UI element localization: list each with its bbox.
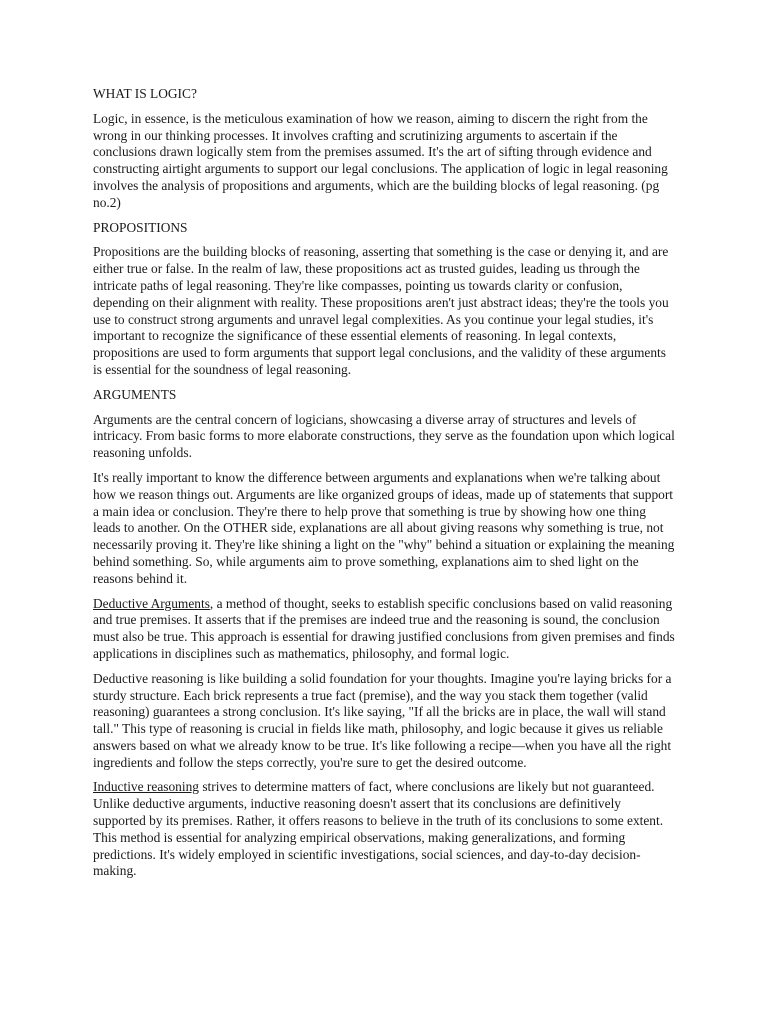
paragraph-arguments-vs-explanations: It's really important to know the difference between arguments and explanations when we're talking about how we reason things out. Arguments are like organized groups of ideas, made up of statements that support a main idea or conclusion. They're there to help prove that something is true by showing how one thing leads to another. On the OTHER side, explanations are all about giving reasons why something is true, not necessarily proving it. They're like shining a light on the "why" behind a situation or explaining the meaning behind something. So, while arguments aim to prove something, explanations aim to shed light on the reasons behind it.	[93, 469, 675, 586]
deductive-definition-text: , a method of thought, seeks to establish specific conclusions based on valid reasoning and true premises. It asserts that if the premises are indeed true and the reasoning is sound, the conclusion must also be true. This approach is essential for drawing justified conclusions from given premises and finds applications in disciplines such as mathematics, philosophy, and formal logic.	[93, 595, 675, 661]
paragraph-inductive-reasoning	[93, 779, 675, 880]
heading-arguments: ARGUMENTS	[93, 386, 177, 402]
term-inductive-reasoning: Inductive reasoning	[93, 779, 199, 795]
paragraph-deductive-arguments	[93, 596, 675, 663]
document-page	[93, 86, 675, 888]
paragraph-arguments-intro: Arguments are the central concern of logicians, showcasing a diverse array of structures and levels of intricacy. From basic forms to more elaborate constructions, they serve as the foundation upon which logical reasoning unfolds.	[93, 411, 675, 461]
paragraph-logic: Logic, in essence, is the meticulous examination of how we reason, aiming to discern the right from the wrong in our thinking processes. It involves crafting and scrutinizing arguments to ascertain if the conclusions drawn logically stem from the premises assumed. It's the art of sifting through evidence and constructing airtight arguments to support our legal conclusions. The application of logic in legal reasoning involves the analysis of propositions and arguments, which are the building blocks of legal reasoning. (pg no.2)	[93, 110, 668, 210]
inductive-definition-text: strives to determine matters of fact, where conclusions are likely but not guaranteed. Unlike deductive arguments, inductive reasoning doesn't assert that its conclusions are definitively supported by its premises. Rather, it offers reasons to believe in the truth of its conclusions to some extent. This method is essential for analyzing empirical observations, making generalizations, and forming predictions. It's widely employed in scientific investigations, social sciences, and day-to-day decision-making.	[93, 779, 664, 879]
heading-what-is-logic: WHAT IS LOGIC?	[93, 86, 197, 101]
heading-propositions: PROPOSITIONS	[93, 219, 188, 235]
paragraph-propositions: Propositions are the building blocks of reasoning, asserting that something is the case or denying it, and are either true or false. In the realm of law, these propositions act as trusted guides, leading us through the intricate paths of legal reasoning. They're like compasses, pointing us towards clarity or confusion, depending on their alignment with reality. These propositions aren't just abstract ideas; they're the tools you use to construct strong arguments and unravel legal complexities. As you continue your legal studies, it's important to recognize the significance of these essential elements of reasoning. In legal contexts, propositions are used to form arguments that support legal conclusions, and the validity of these arguments is essential for the soundness of legal reasoning.	[93, 244, 669, 377]
term-deductive-arguments: Deductive Arguments	[93, 595, 210, 611]
paragraph-deductive-reasoning: Deductive reasoning is like building a solid foundation for your thoughts. Imagine you're laying bricks for a sturdy structure. Each brick represents a true fact (premise), and the way you stack them together (valid reasoning) guarantees a strong conclusion. It's like saying, "If all the bricks are in place, the wall will stand tall." This type of reasoning is crucial in fields like math, philosophy, and logic because it gives us reliable answers based on what we already know to be true. It's like following a recipe—when you have all the right ingredients and follow the steps correctly, you're sure to get the desired outcome.	[93, 670, 672, 770]
